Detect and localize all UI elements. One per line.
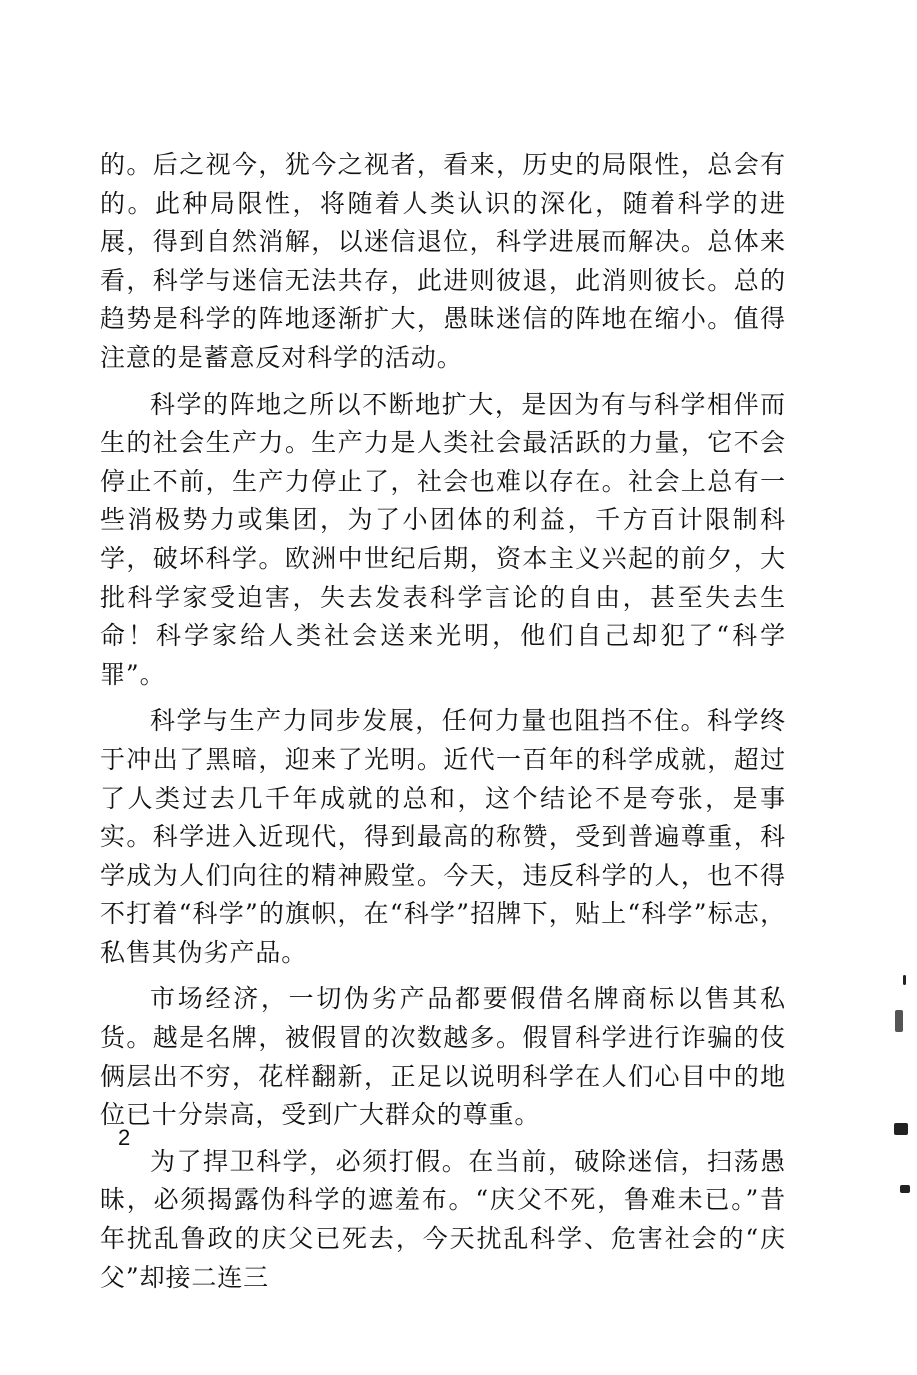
scan-speck	[894, 1123, 908, 1135]
page-number: 2	[118, 1125, 131, 1150]
body-text	[100, 146, 786, 1305]
paragraph-3: 科学与生产力同步发展，任何力量也阻挡不住。科学终于冲出了黑暗，迎来了光明。近代一百年的科学成就，超过了人类过去几千年成就的总和，这个结论不是夸张，是事实。科学进入近现代，得到最高的称赞，受到普遍尊重，科学成为人们向往的精神殿堂。今天，违反科学的人，也不得不打着“科学”的旗帜，在“科学”招牌下，贴上“科学”标志，私售其伪劣产品。	[100, 706, 786, 967]
paragraph-4: 市场经济，一切伪劣产品都要假借名牌商标以售其私货。越是名牌，被假冒的次数越多。假冒科学进行诈骗的伎俩层出不穷，花样翻新，正足以说明科学在人们心目中的地位已十分崇高，受到广大群众的尊重。	[100, 984, 786, 1130]
paragraph-1: 的。后之视今，犹今之视者，看来，历史的局限性，总会有的。此种局限性，将随着人类认识的深化，随着科学的进展，得到自然消解，以迷信退位，科学进展而解决。总体来看，科学与迷信无法共存，此进则彼退，此消则彼长。总的趋势是科学的阵地逐渐扩大，愚昧迷信的阵地在缩小。值得注意的是蓄意反对科学的活动。	[100, 150, 786, 372]
scan-speck	[900, 1185, 910, 1193]
scan-speck	[895, 1010, 903, 1032]
paragraph-2: 科学的阵地之所以不断地扩大，是因为有与科学相伴而生的社会生产力。生产力是人类社会最活跃的力量，它不会停止不前，生产力停止了，社会也难以存在。社会上总有一些消极势力或集团，为了小团体的利益，千方百计限制科学，破坏科学。欧洲中世纪后期，资本主义兴起的前夕，大批科学家受迫害，失去发表科学言论的自由，甚至失去生命！科学家给人类社会送来光明，他们自己却犯了“科学罪”。	[100, 389, 786, 689]
scan-speck	[903, 975, 906, 985]
paragraph-5: 为了捍卫科学，必须打假。在当前，破除迷信，扫荡愚昧，必须揭露伪科学的遮羞布。“庆父不死，鲁难未已。”昔年扰乱鲁政的庆父已死去，今天扰乱科学、危害社会的“庆父”却接二连三	[100, 1146, 786, 1292]
